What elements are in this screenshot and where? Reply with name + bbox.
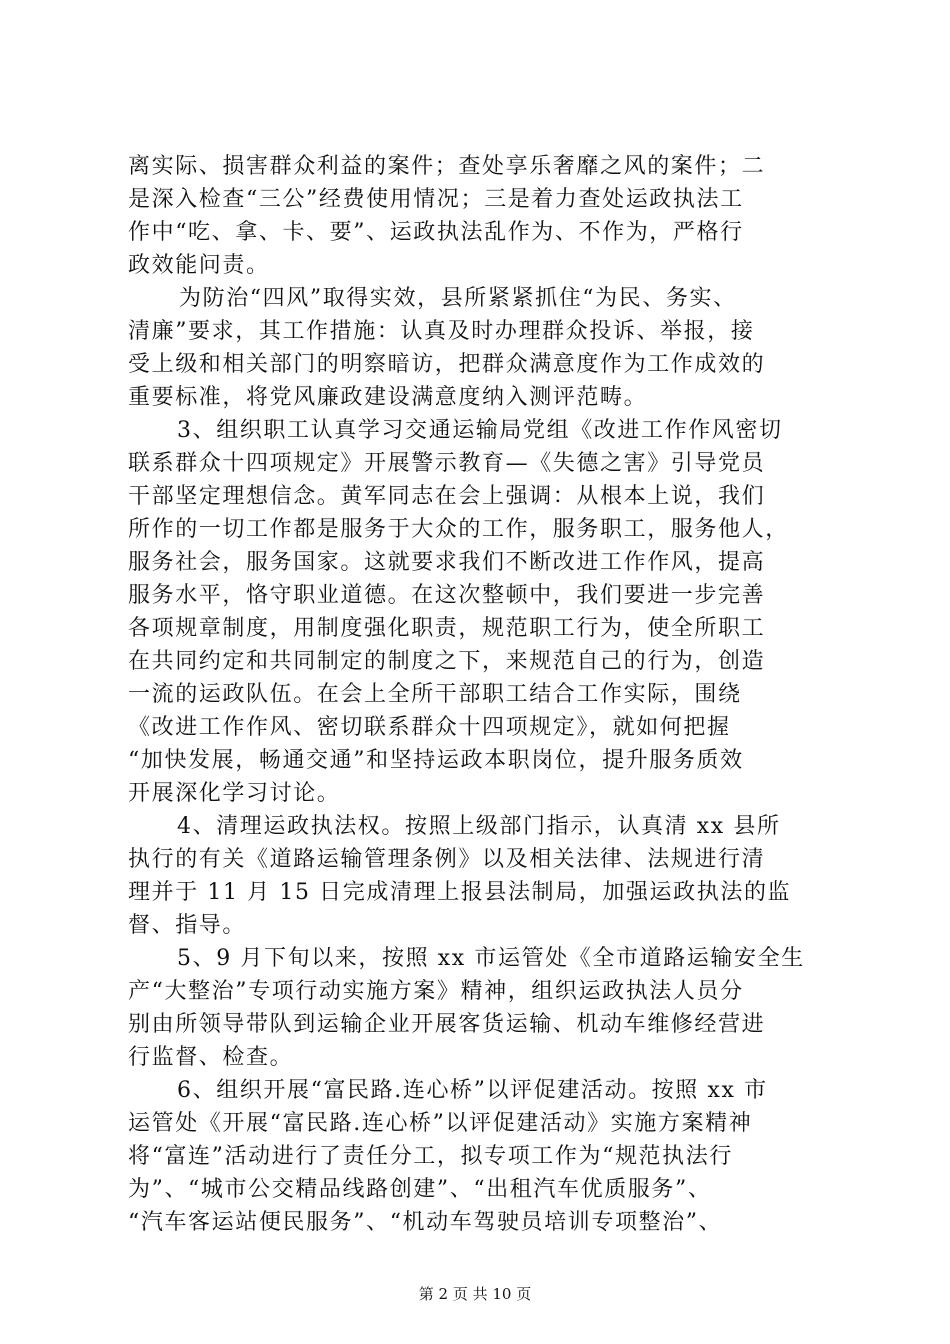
text-line: 受上级和相关部门的明察暗访，把群众满意度作为工作成效的 (128, 352, 766, 377)
text-line: 5、9 月下旬以来，按照 xx 市运管处《全市道路运输安全生 (177, 946, 805, 971)
text-line: 督、指导。 (128, 913, 247, 938)
text-line: 《改进工作作风、密切联系群众十四项规定》，就如何把握 (128, 715, 731, 740)
text-line: 将“富连”活动进行了责任分工，拟专项工作为“规范执法行 (128, 1144, 733, 1169)
text-line: 是深入检查“三公”经费使用情况；三是着力查处运政执法工 (128, 187, 744, 212)
text-line: 产“大整治”专项行动实施方案》精神，组织运政执法人员分 (128, 979, 744, 1004)
text-line: 4、清理运政执法权。按照上级部门指示，认真清 xx 县所 (177, 814, 781, 839)
text-line: 政效能问责。 (128, 253, 270, 278)
text-line: 所作的一切工作都是服务于大众的工作，服务职工，服务他人， (128, 517, 789, 542)
text-line: 运管处《开展“富民路.连心桥”以评促建活动》实施方案精神 (128, 1111, 753, 1136)
text-line: 6、组织开展“富民路.连心桥”以评促建活动。按照 xx 市 (177, 1078, 768, 1103)
text-line: 干部坚定理想信念。黄军同志在会上强调：从根本上说，我们 (128, 484, 766, 509)
text-line: 在共同约定和共同制定的制度之下，来规范自己的行为，创造 (128, 649, 766, 674)
text-line: 离实际、损害群众利益的案件；查处享乐奢靡之风的案件；二 (128, 154, 766, 179)
text-line: 重要标准，将党风廉政建设满意度纳入测评范畴。 (128, 385, 648, 410)
page-footer: 第 2 页 共 10 页 (418, 1285, 532, 1303)
text-line: 别由所领导带队到运输企业开展客货运输、机动车维修经营进 (128, 1012, 766, 1037)
text-line: 一流的运政队伍。在会上全所干部职工结合工作实际，围绕 (128, 682, 742, 707)
text-line: 清廉”要求，其工作措施：认真及时办理群众投诉、举报，接 (128, 319, 755, 344)
text-line: 服务社会，服务国家。这就要求我们不断改进工作作风，提高 (128, 550, 766, 575)
text-line: 理并于 11 月 15 日完成清理上报县法制局，加强运政执法的监 (128, 880, 792, 905)
text-line: 各项规章制度，用制度强化职责，规范职工行为，使全所职工 (128, 616, 766, 641)
text-line: 为”、“城市公交精品线路创建”、“出租汽车优质服务”、 (128, 1177, 712, 1202)
text-line: 执行的有关《道路运输管理条例》以及相关法律、法规进行清 (128, 847, 766, 872)
text-line: 联系群众十四项规定》开展警示教育—《失德之害》引导党员 (128, 451, 766, 476)
text-line: 3、组织职工认真学习交通运输局党组《改进工作作风密切 (177, 418, 783, 443)
text-line: 开展深化学习讨论。 (128, 781, 341, 806)
text-line: 行监督、检查。 (128, 1045, 294, 1070)
text-line: “加快发展，畅通交通”和坚持运政本职岗位，提升服务质效 (128, 748, 744, 773)
text-line: “汽车客运站便民服务”、“机动车驾驶员培训专项整治”、 (128, 1210, 723, 1235)
text-line: 作中“吃、拿、卡、要”、运政执法乱作为、不作为，严格行 (128, 220, 744, 245)
text-line: 为防治“四风”取得实效，县所紧紧抓住“为民、务实、 (179, 286, 737, 311)
text-line: 服务水平，恪守职业道德。在这次整顿中，我们要进一步完善 (128, 583, 766, 608)
